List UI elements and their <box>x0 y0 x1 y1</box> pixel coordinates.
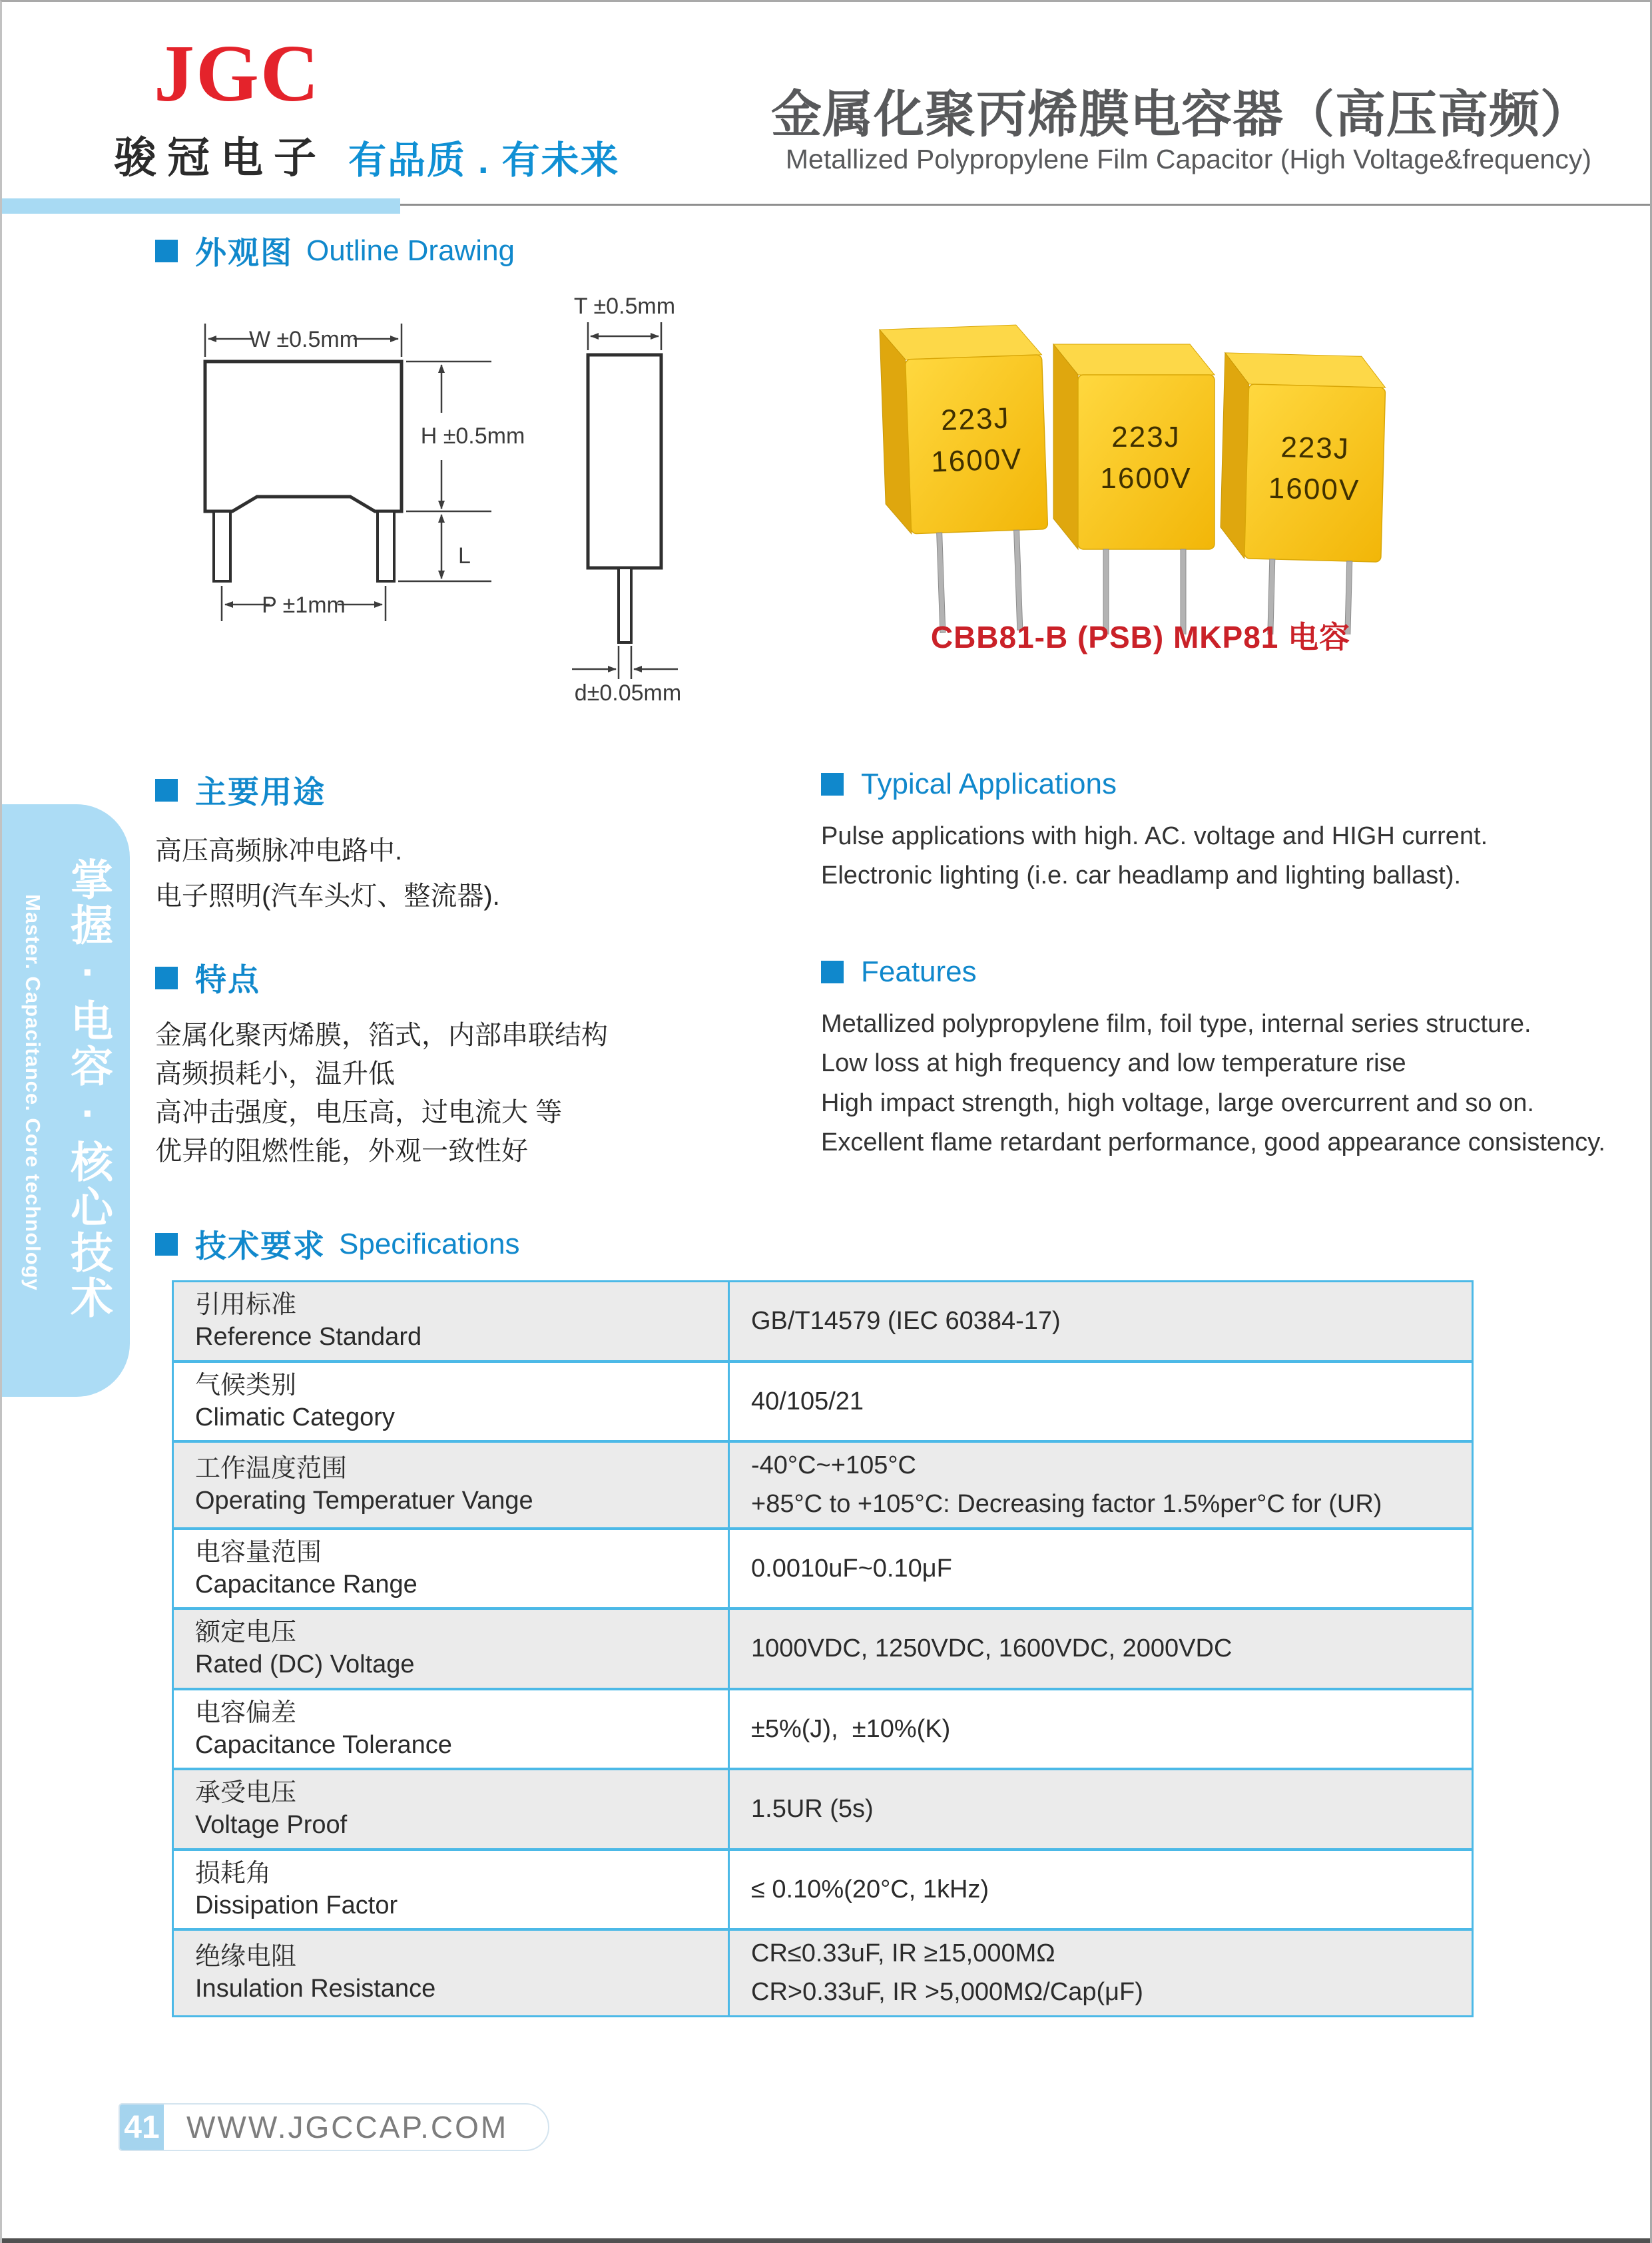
section-bullet-icon <box>155 779 178 802</box>
spec-label-zh: 气候类别 <box>195 1371 297 1399</box>
capacitor-2 <box>1053 344 1215 634</box>
spec-value: 1000VDC, 1250VDC, 1600VDC, 2000VDC <box>751 1634 1233 1663</box>
spec-label-en: Climatic Category <box>195 1403 395 1431</box>
dimension-label-d: d±0.05mm <box>574 680 682 704</box>
capacitor-lead-right <box>378 511 394 581</box>
section-bullet-icon <box>155 1233 178 1256</box>
spec-label-en: Capacitance Tolerance <box>195 1730 452 1759</box>
company-slogan: 有品质 . 有未来 <box>348 139 620 182</box>
features-en-line: Low loss at high frequency and low temperature rise <box>821 1049 1406 1078</box>
capacitor-3 <box>1217 353 1386 634</box>
spec-value: 40/105/21 <box>751 1387 864 1415</box>
section-bullet-icon <box>821 773 844 796</box>
section-specifications <box>155 1222 519 1266</box>
cap-marking: 223J <box>1111 421 1181 453</box>
spec-label-zh: 损耗角 <box>195 1859 272 1887</box>
features-cn-line: 高冲击强度，电压高，过电流大 等 <box>155 1098 563 1127</box>
spec-label-zh: 承受电压 <box>195 1779 297 1807</box>
features-en-line: Metallized polypropylene film, foil type, internal series structure. <box>821 1010 1531 1038</box>
section-features-en <box>821 955 1605 1162</box>
dimension-label-p: P ±1mm <box>262 593 346 618</box>
spec-value: -40°C~+105°C <box>751 1451 916 1479</box>
photo-caption: CBB81-B (PSB) MKP81 电容 <box>930 620 1351 654</box>
applications-en-line: Electronic lighting (i.e. car headlamp and lighting ballast). <box>821 862 1462 890</box>
section-bullet-icon <box>155 240 178 262</box>
spec-label-en: Operating Temperatuer Vange <box>195 1487 533 1515</box>
features-cn-line: 金属化聚丙烯膜，箔式，内部串联结构 <box>155 1021 608 1050</box>
page-title: 金属化聚丙烯膜电容器（高压高频） <box>771 87 1591 143</box>
section-title-en: Specifications <box>339 1227 520 1260</box>
section-title-cn: 外观图 <box>195 235 293 270</box>
spec-label-en: Dissipation Factor <box>195 1891 398 1919</box>
applications-cn-line: 电子照明(汽车头灯、整流器). <box>155 881 500 911</box>
table-row <box>174 1360 1472 1441</box>
table-row <box>174 1848 1472 1929</box>
website-url: WWW.JGCCAP.COM <box>186 2110 509 2144</box>
spec-value: CR≤0.33uF, IR ≥15,000MΩ <box>751 1939 1055 1967</box>
company-name-cn: 骏冠电子 <box>114 134 327 182</box>
section-applications-en <box>821 768 1488 896</box>
table-row <box>174 1282 1472 1360</box>
specifications-table <box>172 1280 1474 2017</box>
table-row <box>174 1688 1472 1768</box>
dimension-label-l: L <box>458 543 471 569</box>
section-applications-cn <box>155 768 500 919</box>
spec-value: 0.0010uF~0.10μF <box>751 1554 952 1583</box>
features-en-line: High impact strength, high voltage, large overcurrent and so on. <box>821 1089 1534 1117</box>
company-logo: JGC <box>154 29 320 119</box>
table-row <box>174 1928 1472 2015</box>
table-row <box>174 1527 1472 1608</box>
applications-cn-line: 高压高频脉冲电路中. <box>155 836 403 866</box>
outline-drawing-figure <box>95 272 761 704</box>
spec-value: ≤ 0.10%(20°C, 1kHz) <box>751 1875 989 1903</box>
capacitor-1 <box>880 324 1051 634</box>
dimension-label-h: H ±0.5mm <box>420 423 525 449</box>
section-bullet-icon <box>821 961 844 983</box>
spec-label-en: Voltage Proof <box>195 1811 348 1840</box>
header-divider-accent <box>2 198 400 214</box>
page-number: 41 <box>120 2105 164 2150</box>
features-en-line: Excellent flame retardant performance, good appearance consistency. <box>821 1128 1605 1156</box>
features-cn-line: 优异的阻燃性能，外观一致性好 <box>155 1136 528 1166</box>
sidebar-slogan-cn: 掌握·电容·核心技术 <box>65 858 113 1321</box>
cap-marking: 1600V <box>1268 471 1360 507</box>
table-row <box>174 1768 1472 1848</box>
spec-label-en: Capacitance Range <box>195 1570 417 1599</box>
capacitor-side-lead <box>619 568 631 642</box>
section-title-cn: 特点 <box>195 962 260 997</box>
spec-label-en: Insulation Resistance <box>195 1975 436 2003</box>
table-row <box>174 1440 1472 1527</box>
spec-value: 1.5UR (5s) <box>751 1795 874 1824</box>
cap-marking: 1600V <box>1100 462 1192 495</box>
footer <box>119 2103 549 2151</box>
section-title-en: Features <box>861 955 977 988</box>
spec-label-zh: 额定电压 <box>195 1619 297 1646</box>
sidebar-slogan-tab <box>2 804 130 1397</box>
spec-value: ±5%(J), ±10%(K) <box>751 1714 951 1743</box>
spec-label-en: Rated (DC) Voltage <box>195 1650 415 1679</box>
sidebar-slogan-en: Master. Capacitance. Core technology <box>21 894 45 1291</box>
page-bottom-rule <box>2 2238 1652 2243</box>
cap-marking: 1600V <box>930 442 1023 479</box>
capacitor-front-outline <box>205 362 402 511</box>
section-outline-drawing <box>155 228 515 273</box>
spec-label-zh: 绝缘电阻 <box>195 1943 297 1971</box>
spec-label-en: Reference Standard <box>195 1323 422 1352</box>
spec-label-zh: 工作温度范围 <box>195 1455 348 1483</box>
applications-en-line: Pulse applications with high. AC. voltage and HIGH current. <box>821 822 1488 850</box>
section-bullet-icon <box>155 967 178 989</box>
section-title-cn: 技术要求 <box>195 1228 326 1264</box>
section-title-cn: 主要用途 <box>195 774 326 810</box>
capacitor-side-outline <box>588 355 661 568</box>
table-row <box>174 1607 1472 1688</box>
cap-marking: 223J <box>1280 431 1350 465</box>
section-title-en: Typical Applications <box>861 768 1117 800</box>
section-features-cn <box>155 955 608 1170</box>
spec-value: CR>0.33uF, IR >5,000MΩ/Cap(μF) <box>751 1978 1143 2007</box>
spec-label-zh: 电容偏差 <box>195 1698 297 1727</box>
page-subtitle: Metallized Polypropylene Film Capacitor (High Voltage&frequency) <box>785 144 1591 174</box>
spec-value: GB/T14579 (IEC 60384-17) <box>751 1307 1061 1336</box>
capacitor-lead-left <box>214 511 230 581</box>
features-cn-line: 高频损耗小，温升低 <box>155 1059 395 1089</box>
spec-value: +85°C to +105°C: Decreasing factor 1.5%per°C for (UR) <box>751 1490 1382 1519</box>
dimension-label-t: T ±0.5mm <box>573 294 676 319</box>
spec-label-zh: 引用标准 <box>195 1291 297 1319</box>
spec-label-zh: 电容量范围 <box>195 1538 322 1567</box>
capacitor-photo <box>874 315 1407 634</box>
dimension-label-w: W ±0.5mm <box>248 327 359 352</box>
section-title-en: Outline Drawing <box>306 234 515 267</box>
cap-marking: 223J <box>940 401 1011 437</box>
